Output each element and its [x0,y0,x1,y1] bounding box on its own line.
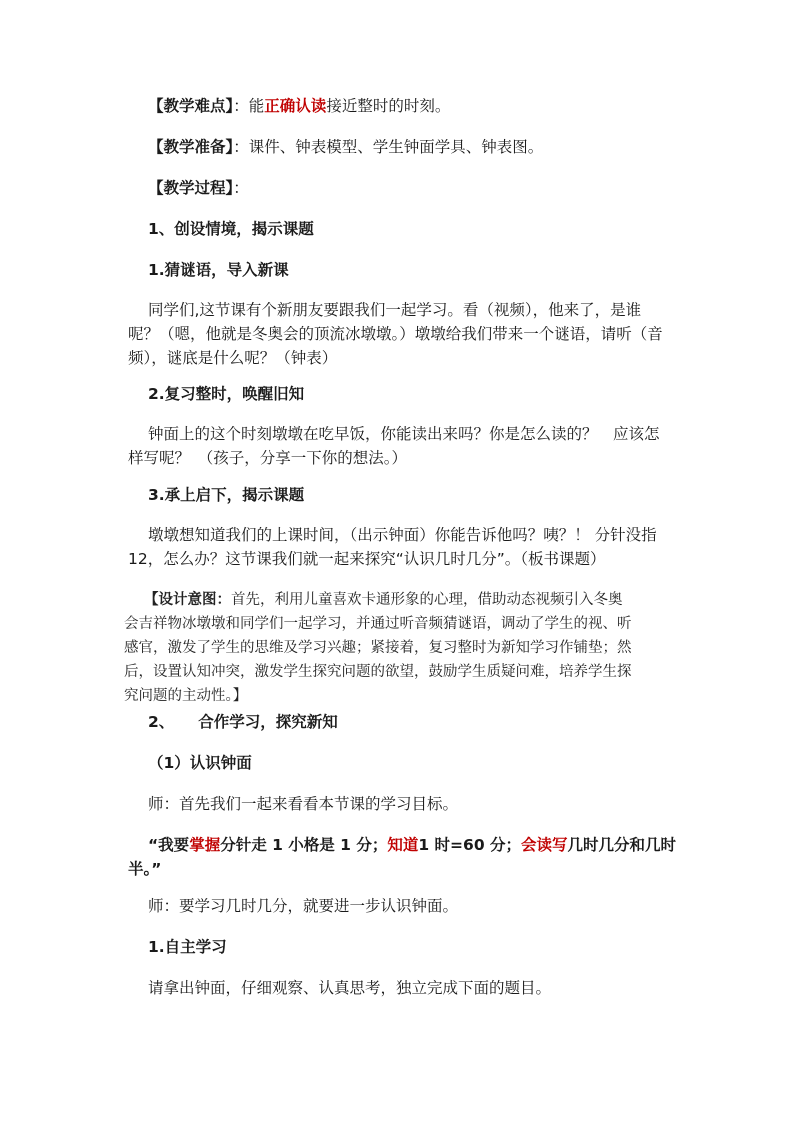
goal-emphasis-master: 掌握 [189,836,221,854]
goal-text-1: 分针走 1 小格是 1 分； [220,836,388,854]
difficulty-emphasis: 正确认读 [264,97,327,115]
goal-text-4: 半。” [128,860,162,878]
goal-emphasis-know: 知道 [387,836,419,854]
paragraph-line: 频），谜底是什么呢？（钟表） [128,349,338,367]
paragraph-line: 钟面上的这个时刻墩墩在吃早饭，你能读出来吗？你是怎么读的？ 应该怎 [148,425,660,443]
self-study-heading: 1.自主学习 [148,938,227,956]
paragraph-line: 12，怎么办？这节课我们就一起来探究“认识几时几分”。（板书课题） [128,550,606,568]
sub-2-heading: 2.复习整时，唤醒旧知 [148,385,305,403]
teaching-preparation [148,135,678,159]
goal-quote-open: “我要 [148,836,190,854]
goal-text-2: 1 时=60 分； [418,836,522,854]
sub-3-heading: 3.承上启下，揭示课题 [148,486,305,504]
difficulty-prefix: 能 [248,97,265,115]
prep-text: ：课件、钟表模型、学生钟面学具、钟表图。 [233,138,544,156]
process-label: 【教学过程】 [148,179,234,197]
section-2-number: 2、 [148,713,175,731]
prep-label: 【教学准备】 [148,138,234,156]
design-intent-block [124,588,684,708]
design-line: 会吉祥物冰墩墩和同学们一起学习，并通过听音频猜谜语，调动了学生的视、听 [124,616,632,632]
teaching-difficulty [148,94,678,118]
design-line: 究问题的主动性。】 [124,688,248,704]
sub-1-heading: 1.猜谜语，导入新课 [148,261,289,279]
paragraph-line: 墩墩想知道我们的上课时间，（出示钟面）你能告诉他吗？咦？！ 分针没指 [148,526,657,544]
paragraph-line: 同学们,这节课有个新朋友要跟我们一起学习。看（视频），他来了，是谁 [148,301,642,319]
teaching-process [148,176,678,200]
section-2-heading [148,710,678,734]
design-label: 【设计意图： [144,591,231,608]
sub-2-paragraph [128,422,678,470]
teacher-line-1: 师：首先我们一起来看看本节课的学习目标。 [148,795,459,813]
design-line: 首先，利用儿童喜欢卡通形象的心理，借助动态视频引入冬奥 [231,592,623,608]
section-1-heading: 1、创设情境，揭示课题 [148,220,314,238]
paragraph-line: 样写呢？ （孩子，分享一下你的想法。） [128,449,408,467]
part-1-heading: （1）认识钟面 [148,754,252,772]
section-2-title: 合作学习，探究新知 [198,713,338,731]
design-line: 后，设置认知冲突，激发学生探究问题的欲望，鼓励学生质疑问难，培养学生探 [124,664,632,680]
sub-3-paragraph [128,523,678,571]
instruction-line: 请拿出钟面，仔细观察、认真思考，独立完成下面的题目。 [148,979,552,997]
teacher-line-2: 师：要学习几时几分，就要进一步认识钟面。 [148,897,459,915]
goal-text-3: 几时几分和几时 [567,836,677,854]
learning-goal [128,833,688,881]
paragraph-line: 呢？（嗯，他就是冬奥会的顶流冰墩墩。）墩墩给我们带来一个谜语，请听（音 [128,325,663,343]
process-text: ： [233,179,249,197]
goal-emphasis-read-write: 会读写 [521,836,568,854]
sub-1-paragraph [128,298,678,370]
design-line: 感官，激发了学生的思维及学习兴趣；紧接着，复习整时为新知学习作铺垫；然 [124,640,632,656]
difficulty-colon: ： [233,97,249,115]
difficulty-label: 【教学难点】 [148,97,234,115]
difficulty-suffix: 接近整时的时刻。 [326,97,451,115]
